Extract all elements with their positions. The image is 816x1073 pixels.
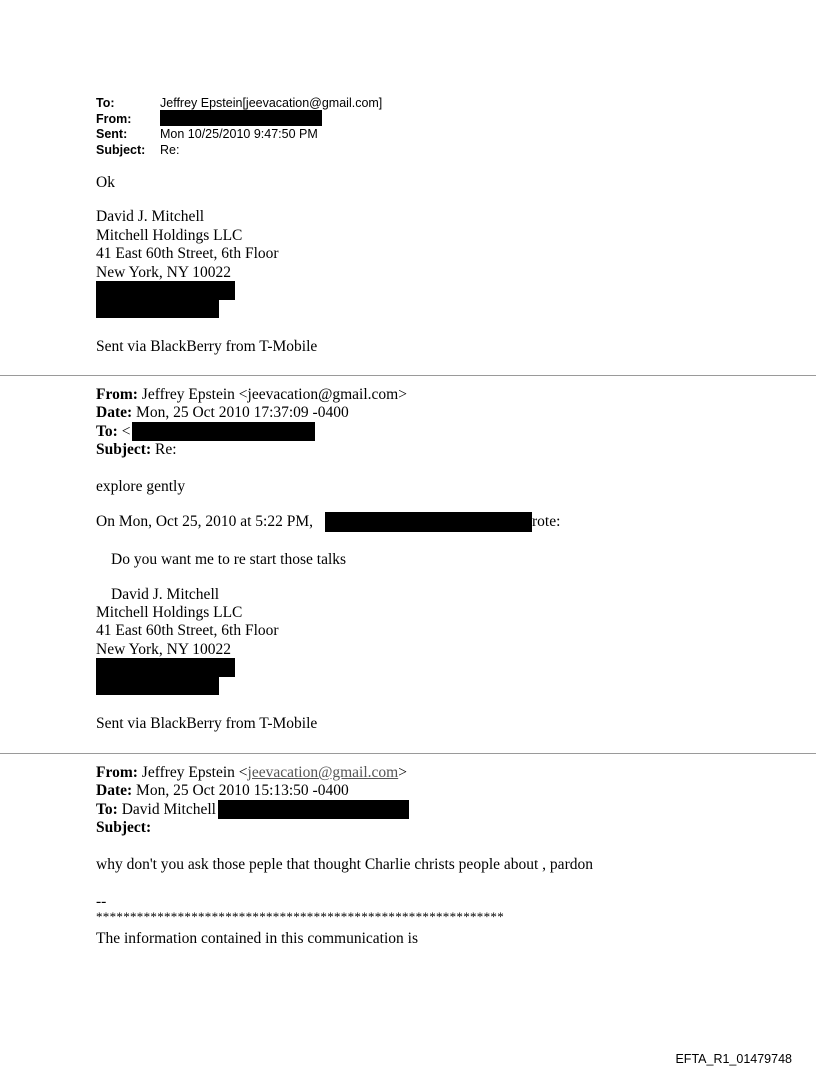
quoted-body: Do you want me to re start those talks [111,551,347,568]
date-label: Date: [96,782,133,799]
message-body: why don't you ask those peple that thought Charlie christs people about , pardon [96,856,593,873]
from-line [96,386,407,404]
date-value: Mon, 25 Oct 2010 15:13:50 -0400 [136,782,349,799]
signature-name: David J. Mitchell [111,586,220,603]
subject-line [96,441,177,459]
redaction-bar [96,658,235,677]
subject-value: Re: [160,143,180,157]
from-line [96,764,407,782]
date-value: Mon, 25 Oct 2010 17:37:09 -0400 [136,404,349,421]
to-value: < [121,423,131,440]
to-value: Jeffrey Epstein[jeevacation@gmail.com] [160,96,383,110]
confidentiality-text: The information contained in this communication is [96,930,418,947]
from-label: From: [96,386,138,403]
subject-label: Subject: [96,819,152,836]
quote-intro-end: rote: [532,513,561,530]
from-value: Jeffrey Epstein <jeevacation@gmail.com> [141,386,407,403]
sent-value: Mon 10/25/2010 9:47:50 PM [160,127,318,141]
asterisk-separator: ************************************************************ [96,909,504,924]
redaction-bar [325,512,532,532]
email-link[interactable]: jeevacation@gmail.com [247,764,399,781]
message-body: Ok [96,174,115,191]
to-line [96,801,216,819]
signature-city: New York, NY 10022 [96,264,232,281]
subject-label: Subject: [96,441,152,458]
to-label: To: [96,96,115,110]
redaction-bar [96,299,219,318]
sent-label: Sent: [96,127,128,141]
signature-dashes: -- [96,893,107,910]
date-label: Date: [96,404,133,421]
to-value: David Mitchell [121,801,216,818]
quote-intro: On Mon, Oct 25, 2010 at 5:22 PM, [96,513,313,530]
from-label: From: [96,112,132,126]
to-line [96,423,130,441]
signature-address: 41 East 60th Street, 6th Floor [96,245,279,262]
signature-address: 41 East 60th Street, 6th Floor [96,622,279,639]
to-label: To: [96,423,118,440]
from-close: > [398,764,407,781]
message-body: explore gently [96,478,186,495]
redaction-bar [96,676,219,695]
from-label: From: [96,764,138,781]
document-id: EFTA_R1_01479748 [675,1052,792,1066]
sent-via-line: Sent via BlackBerry from T-Mobile [96,338,318,355]
divider [0,375,816,376]
redaction-bar [160,110,322,126]
subject-line [96,819,151,837]
to-label: To: [96,801,118,818]
redaction-bar [218,800,409,819]
signature-company: Mitchell Holdings LLC [96,227,243,244]
signature-city: New York, NY 10022 [96,641,232,658]
subject-value: Re: [154,441,177,458]
date-line [96,404,349,422]
from-name: Jeffrey Epstein < [141,764,248,781]
signature-name: David J. Mitchell [96,208,205,225]
sent-via-line: Sent via BlackBerry from T-Mobile [96,715,318,732]
signature-company: Mitchell Holdings LLC [96,604,243,621]
redaction-bar [132,422,315,441]
divider [0,753,816,754]
subject-label: Subject: [96,143,146,157]
redaction-bar [96,281,235,300]
date-line [96,782,349,800]
